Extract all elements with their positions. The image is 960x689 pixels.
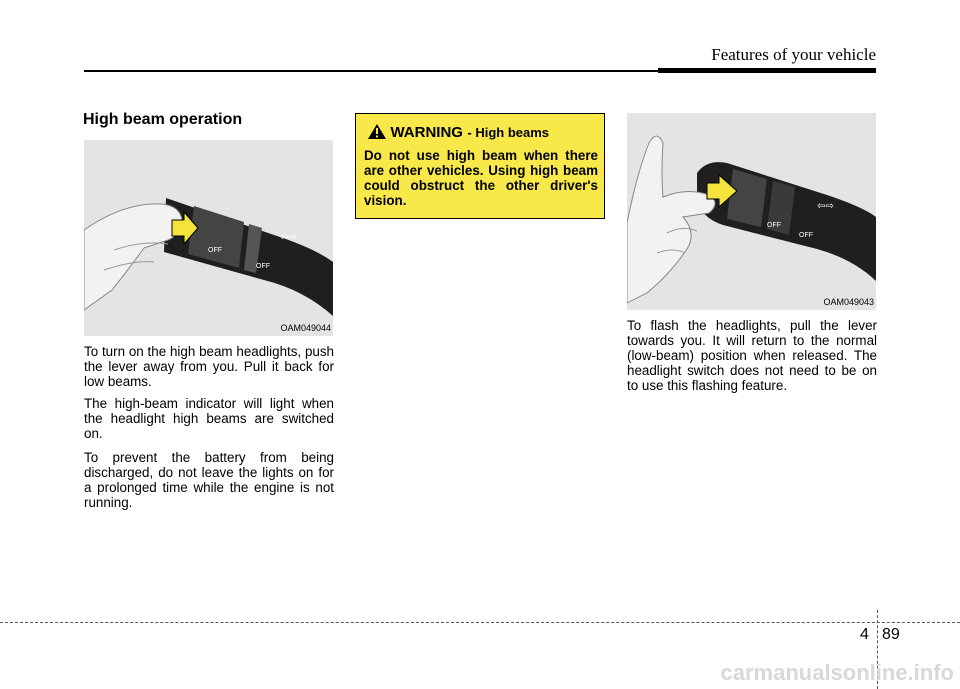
- warning-triangle-icon: [368, 124, 386, 139]
- paragraph-high-beam-2: The high-beam indicator will light when the headlight high beams are switched on.: [84, 396, 334, 441]
- page-number: 89: [882, 626, 900, 643]
- paragraph-high-beam-1: To turn on the high beam headlights, push the lever away from you. Pull it back for low beams.: [84, 344, 334, 389]
- lever-off-mark-1: OFF: [208, 247, 222, 254]
- header-title: Features of your vehicle: [711, 45, 876, 64]
- warning-title: WARNING: [390, 124, 463, 141]
- lever-off-mark-3: OFF: [767, 222, 781, 229]
- header-rule-thick: [658, 68, 876, 73]
- header-rule-thin: [84, 70, 658, 72]
- lever-off-mark-2: OFF: [256, 263, 270, 270]
- paragraph-flash: To flash the headlights, pull the lever towards you. It will return to the normal (low-beam) position when released. The headlight switch does not need to be on to use this flashing feature.: [627, 318, 877, 393]
- warning-text: Do not use high beam when there are other vehicles. Using high beam could obstruct the other driver's vision.: [364, 148, 598, 208]
- warning-subtitle: - High beams: [467, 125, 550, 140]
- svg-text:⇦⇨: ⇦⇨: [817, 201, 834, 212]
- warning-box: [355, 113, 605, 219]
- lever-pull-illustration: [627, 113, 876, 310]
- lever-off-mark-4: OFF: [799, 232, 813, 239]
- paragraph-high-beam-3: To prevent the battery from being discharged, do not leave the lights on for a prolonged time while the engine is not running.: [84, 450, 334, 510]
- watermark: carmanualsonline.info: [720, 660, 954, 685]
- svg-text:⇦⇨: ⇦⇨: [280, 232, 297, 243]
- section-heading: High beam operation: [83, 111, 243, 128]
- figure-headlight-flash: [627, 113, 876, 310]
- warning-heading: [368, 124, 549, 142]
- figure-high-beam-push: [84, 140, 333, 336]
- lever-push-illustration: [84, 140, 333, 336]
- page-chapter: 4: [860, 626, 869, 643]
- footer-dash-line: [0, 622, 960, 623]
- figure-label-right: OAM049043: [823, 297, 874, 307]
- figure-label-left: OAM049044: [280, 323, 331, 333]
